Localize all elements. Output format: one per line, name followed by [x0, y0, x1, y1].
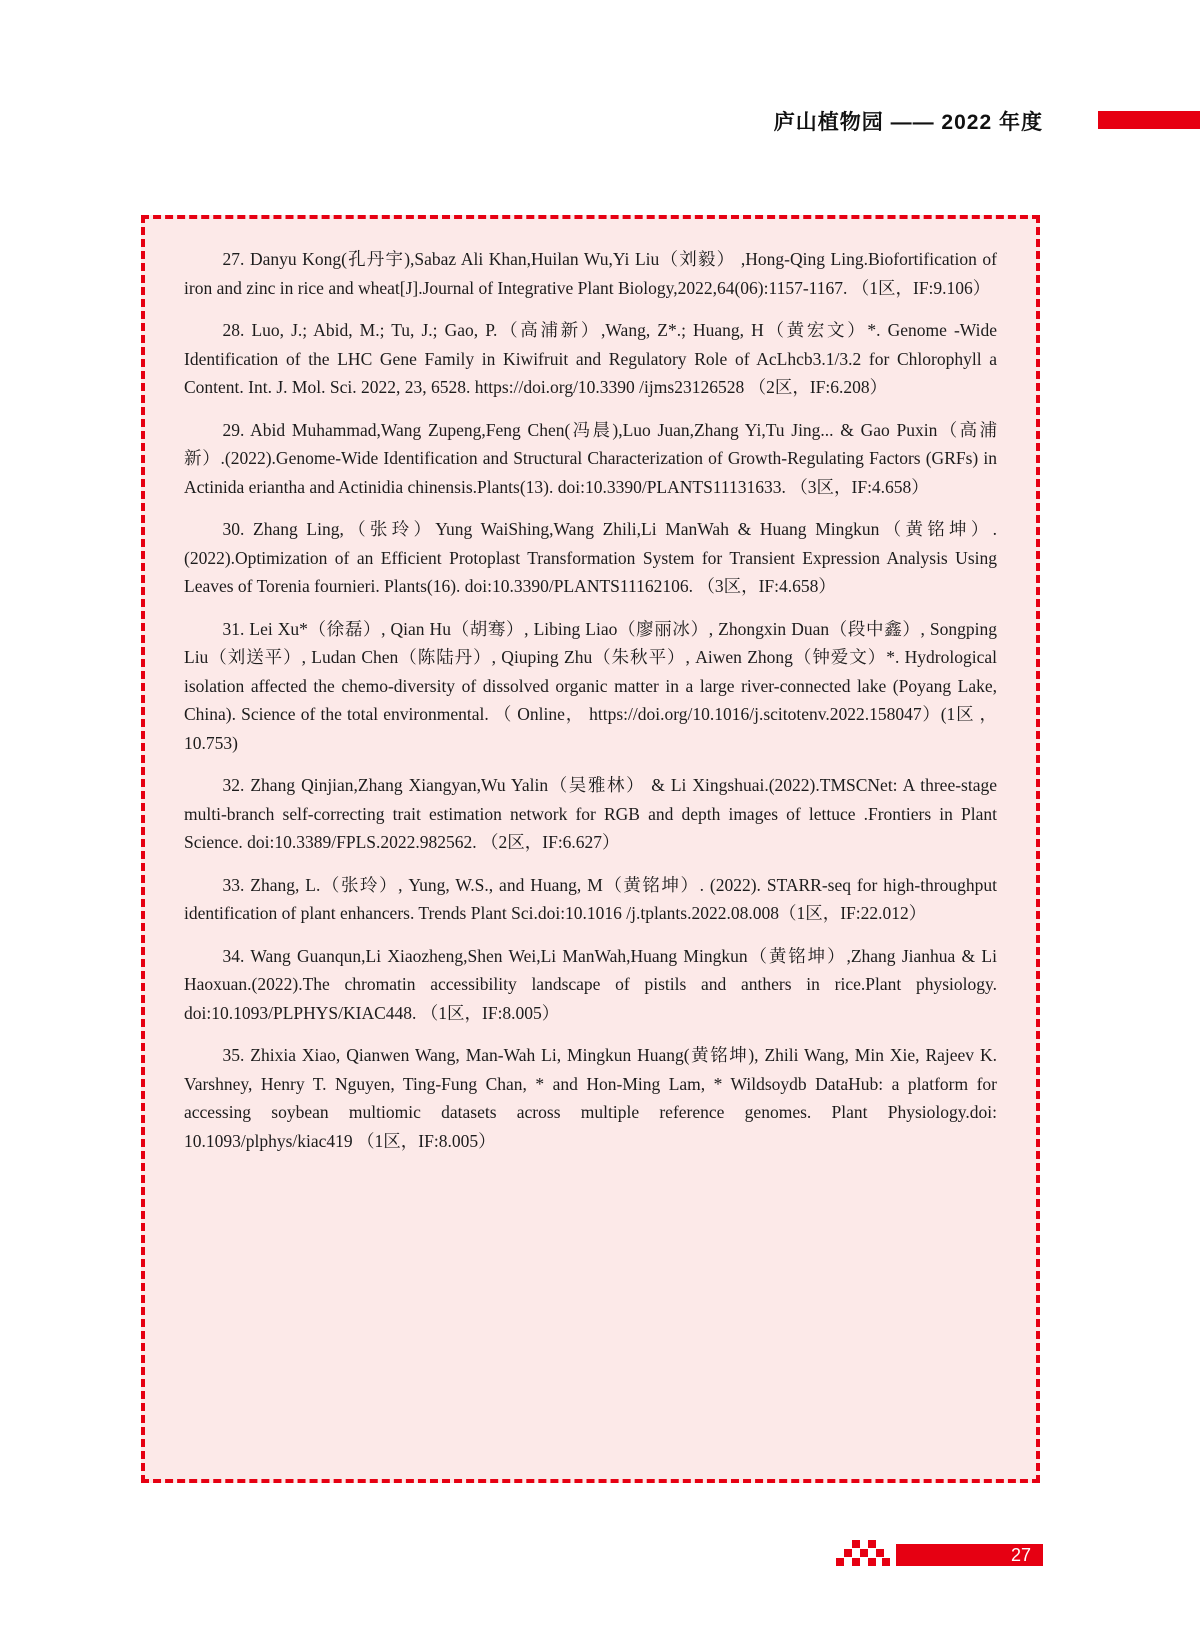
reference-item-33: 33. Zhang, L.（张玲）, Yung, W.S., and Huang, M（黄铭坤）. (2022). STARR-seq for high-throughput identification of plant enhancers. Trends Plant Sci.doi:10.1016 /j.tplants.2022.08.008（1区，IF:22.012） [184, 874, 997, 923]
reference-item-27: 27. Danyu Kong(孔丹宇),Sabaz Ali Khan,Huilan Wu,Yi Liu（刘毅） ,Hong-Qing Ling.Biofortification of iron and zinc in rice and wheat[J].Journal of Integrative Plant Biology,2022,64(06):1157-1167. （1区，IF:9.106） [184, 249, 997, 298]
reference-item-32: 32. Zhang Qinjian,Zhang Xiangyan,Wu Yalin（吴雅林） & Li Xingshuai.(2022).TMSCNet: A three-stage multi-branch self-correcting trait estimation network for RGB and depth images of lettuce .Frontiers in Plant Science. doi:10.3389/FPLS.2022.982562. （2区，IF:6.627） [184, 775, 997, 852]
page-header-title: 庐山植物园 —— 2022 年度 [773, 111, 1043, 134]
page-number-bar [896, 1544, 1043, 1566]
references-box [141, 215, 1040, 1483]
reference-item-31: 31. Lei Xu*（徐磊）, Qian Hu（胡骞）, Libing Liao（廖丽冰）, Zhongxin Duan（段中鑫）, Songping Liu（刘送平）, Ludan Chen（陈陆丹）, Qiuping Zhu（朱秋平）, Aiwen Zhong（钟爱文）*. Hydrological isolation affected the chemo-diversity of dissolved organic matter in a large river-connected lake (Poyang Lake, China). Science of the total environmental. （ Online， https://doi.org/10.1016/j.scitotenv.2022.158047）(1区 ，10.753) [184, 618, 997, 753]
reference-item-28: 28. Luo, J.; Abid, M.; Tu, J.; Gao, P.（高浦新）,Wang, Z*.; Huang, H（黄宏文）*. Genome -Wide Identification of the LHC Gene Family in Kiwifruit and Regulatory Role of AcLhcb3.1/3.2 for Chlorophyll a Content. Int. J. Mol. Sci. 2022, 23, 6528. https://doi.org/10.3390 /ijms23126528 （2区，IF:6.208） [184, 320, 997, 397]
header-accent-bar [1098, 111, 1200, 129]
checkered-decoration-icon [836, 1540, 890, 1566]
reference-item-29: 29. Abid Muhammad,Wang Zupeng,Feng Chen(冯晨),Luo Juan,Zhang Yi,Tu Jing... & Gao Puxin（高浦新）.(2022).Genome-Wide Identification and Structural Characterization of Growth-Regulating Factors (GRFs) in Actinida eriantha and Actinidia chinensis.Plants(13). doi:10.3390/PLANTS11131633. （3区，IF:4.658） [184, 419, 997, 497]
reference-item-30: 30. Zhang Ling,（张玲）Yung WaiShing,Wang Zhili,Li ManWah & Huang Mingkun（黄铭坤）.(2022).Optimization of an Efficient Protoplast Transformation System for Transient Expression Analysis Using Leaves of Torenia fournieri. Plants(16). doi:10.3390/PLANTS11162106. （3区，IF:4.658） [184, 519, 997, 596]
reference-item-34: 34. Wang Guanqun,Li Xiaozheng,Shen Wei,Li ManWah,Huang Mingkun（黄铭坤）,Zhang Jianhua & Li Haoxuan.(2022).The chromatin accessibility landscape of pistils and anthers in rice.Plant physiology. doi:10.1093/PLPHYS/KIAC448. （1区，IF:8.005） [184, 945, 997, 1023]
reference-item-35: 35. Zhixia Xiao, Qianwen Wang, Man-Wah Li, Mingkun Huang(黄铭坤), Zhili Wang, Min Xie, Rajeev K. Varshney, Henry T. Nguyen, Ting-Fung Chan, * and Hon-Ming Lam, * Wildsoydb DataHub: a platform for accessing soybean multiomic datasets across multiple reference genomes. Plant Physiology.doi: 10.1093/plphys/kiac419 （1区，IF:8.005） [184, 1045, 997, 1151]
page-number: 27 [1010, 1545, 1031, 1565]
